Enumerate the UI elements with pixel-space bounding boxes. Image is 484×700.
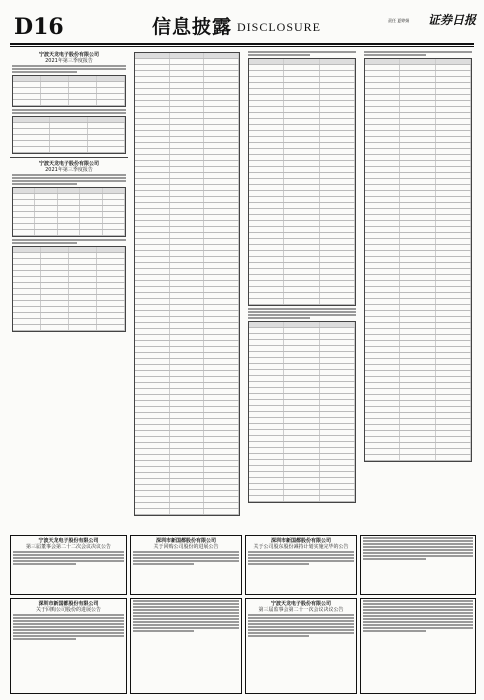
notice-box <box>10 535 127 595</box>
notice-company: 深圳市新国都股份有限公司 <box>270 538 331 544</box>
column-3 <box>246 50 358 530</box>
notice-title: 关于回购公司股份的进展公告 <box>153 544 219 550</box>
notice-header <box>11 538 126 550</box>
column-2 <box>132 50 242 530</box>
column-4 <box>362 50 474 530</box>
masthead-rule <box>10 43 474 45</box>
notice-company: 宁波天龙电子股份有限公司 <box>38 538 99 544</box>
notice-box <box>245 598 357 694</box>
cash-flow-table <box>364 58 472 462</box>
notice-company: 宁波天龙电子股份有限公司 <box>38 161 99 167</box>
column-1 <box>10 50 128 530</box>
page-number: D16 <box>14 14 64 40</box>
notice-title: 第三届监事会第二十一次会议决议公告 <box>258 607 344 613</box>
data-table <box>12 116 126 154</box>
notice-box <box>360 535 476 595</box>
notice-header <box>246 538 356 550</box>
data-table <box>12 75 126 107</box>
section-title-en: DISCLOSURE <box>237 20 322 34</box>
notice-header <box>11 601 126 613</box>
notice-company: 深圳市新国都股份有限公司 <box>38 601 99 607</box>
notice-title: 关于公司股东股份减持计划实施完毕的公告 <box>253 544 349 550</box>
data-table <box>248 321 356 503</box>
notice-company: 宁波天龙电子股份有限公司 <box>38 52 99 58</box>
section-title: 信息披露 <box>152 16 233 38</box>
notice-header <box>131 538 241 550</box>
notice-title: 2021年第三季度报告 <box>45 58 93 64</box>
masthead-rule-thin <box>10 46 474 47</box>
notice-company: 深圳市新国都股份有限公司 <box>155 538 216 544</box>
masthead <box>8 6 476 46</box>
notice-title: 2021年第三季度报告 <box>45 167 93 173</box>
income-statement-table <box>248 58 356 306</box>
notice-company: 宁波天龙电子股份有限公司 <box>270 601 331 607</box>
paper-logo: 证券日报 <box>428 13 477 27</box>
notice-header <box>246 601 356 613</box>
notice-box <box>10 598 127 694</box>
notice-box <box>245 535 357 595</box>
notice-title: 第三届董事会第二十二次会议决议公告 <box>25 544 111 550</box>
notice-header <box>10 161 128 173</box>
data-table <box>12 246 126 332</box>
notice-box <box>130 598 242 694</box>
notice-title: 关于回购公司股份的进展公告 <box>35 607 101 613</box>
notice-header <box>10 52 128 64</box>
data-table <box>12 187 126 237</box>
notice-box <box>130 535 242 595</box>
balance-sheet-table <box>134 52 240 516</box>
notice-box <box>360 598 476 694</box>
editor-line: 责任 夏婷娟 <box>388 18 410 23</box>
